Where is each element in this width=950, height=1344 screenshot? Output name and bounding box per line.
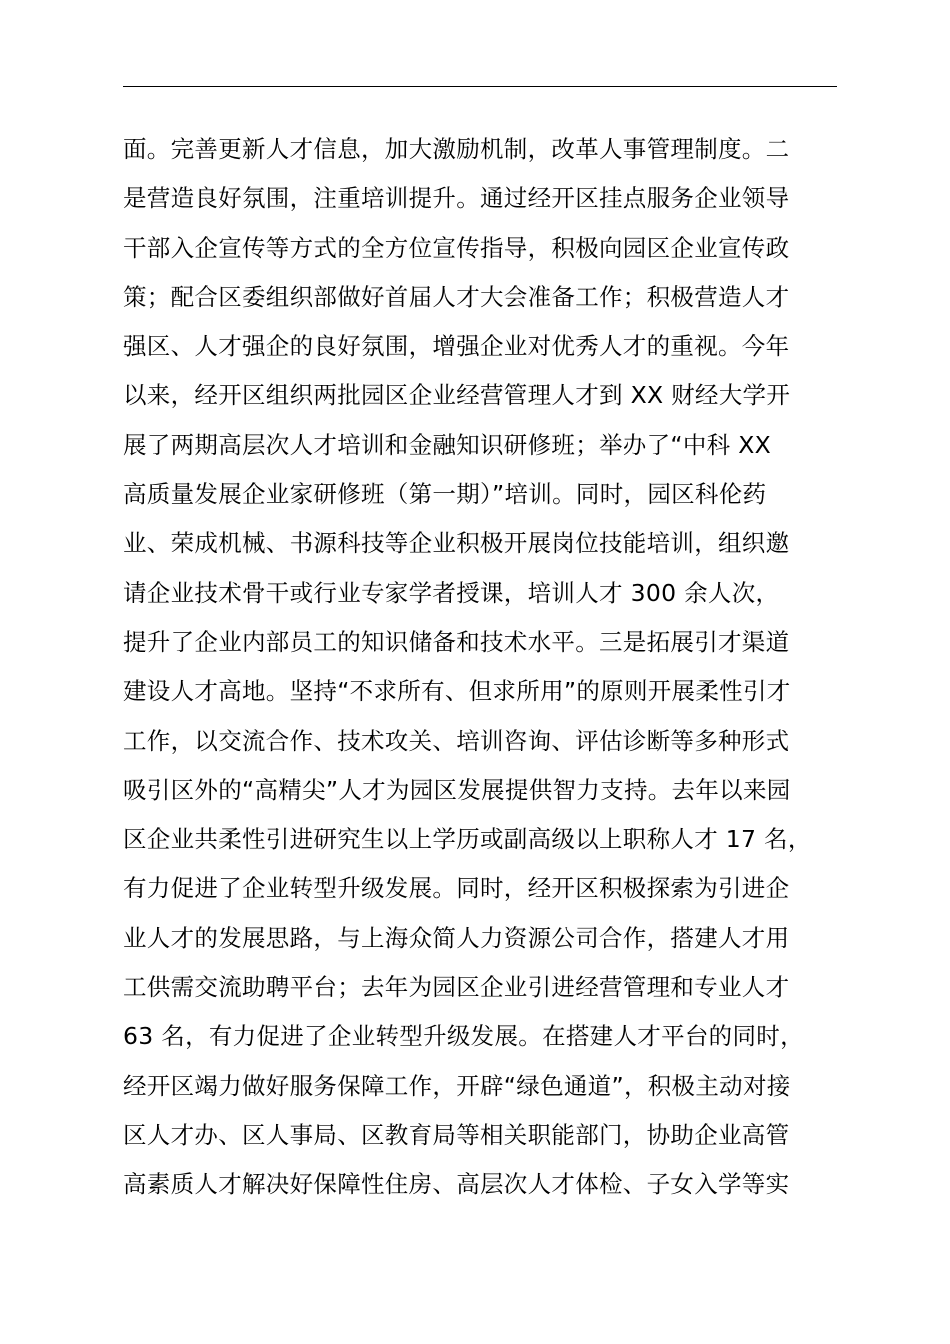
text-line: 业、荣成机械、书源科技等企业积极开展岗位技能培训，组织邀 (123, 529, 790, 558)
text-line: 是营造良好氛围，注重培训提升。通过经开区挂点服务企业领导 (123, 184, 790, 213)
text-line: 建设人才高地。坚持“不求所有、但求所用”的原则开展柔性引才 (123, 677, 791, 706)
text-line: 强区、人才强企的良好氛围，增强企业对优秀人才的重视。今年 (123, 332, 790, 361)
text-line: 请企业技术骨干或行业专家学者授课，培训人才 300 余人次， (123, 578, 780, 607)
text-line: 面。完善更新人才信息，加大激励机制，改革人事管理制度。二 (123, 135, 790, 163)
text-line: 展了两期高层次人才培训和金融知识研修班；举办了“中科 XX (123, 430, 772, 459)
text-line: 高质量发展企业家研修班（第一期）”培训。同时，园区科伦药 (123, 480, 767, 509)
text-line: 干部入企宣传等方式的全方位宣传指导，积极向园区企业宣传政 (123, 233, 790, 262)
text-line: 业人才的发展思路，与上海众简人力资源公司合作，搭建人才用 (123, 923, 790, 952)
text-line: 有力促进了企业转型升级发展。同时，经开区积极探索为引进企 (123, 874, 790, 903)
text-line: 工作，以交流合作、技术攻关、培训咨询、评估诊断等多种形式 (123, 726, 790, 755)
document-body (123, 125, 863, 1210)
header-rule (123, 86, 837, 87)
text-line: 工供需交流助聘平台；去年为园区企业引进经营管理和专业人才 (123, 973, 790, 1002)
text-line: 策；配合区委组织部做好首届人才大会准备工作；积极营造人才 (123, 282, 790, 311)
text-line: 高素质人才解决好保障性住房、高层次人才体检、子女入学等实 (123, 1170, 790, 1199)
text-line: 以来，经开区组织两批园区企业经营管理人才到 XX 财经大学开 (123, 381, 791, 410)
text-line: 区人才办、区人事局、区教育局等相关职能部门，协助企业高管 (123, 1120, 790, 1149)
text-line: 区企业共柔性引进研究生以上学历或副高级以上职称人才 17 名， (123, 825, 812, 854)
text-line: 吸引区外的“高精尖”人才为园区发展提供智力支持。去年以来园 (123, 775, 791, 804)
text-line: 提升了企业内部员工的知识储备和技术水平。三是拓展引才渠道 (123, 627, 790, 656)
text-line: 经开区竭力做好服务保障工作，开辟“绿色通道”，积极主动对接 (123, 1071, 791, 1100)
text-line: 63 名，有力促进了企业转型升级发展。在搭建人才平台的同时， (123, 1022, 804, 1051)
